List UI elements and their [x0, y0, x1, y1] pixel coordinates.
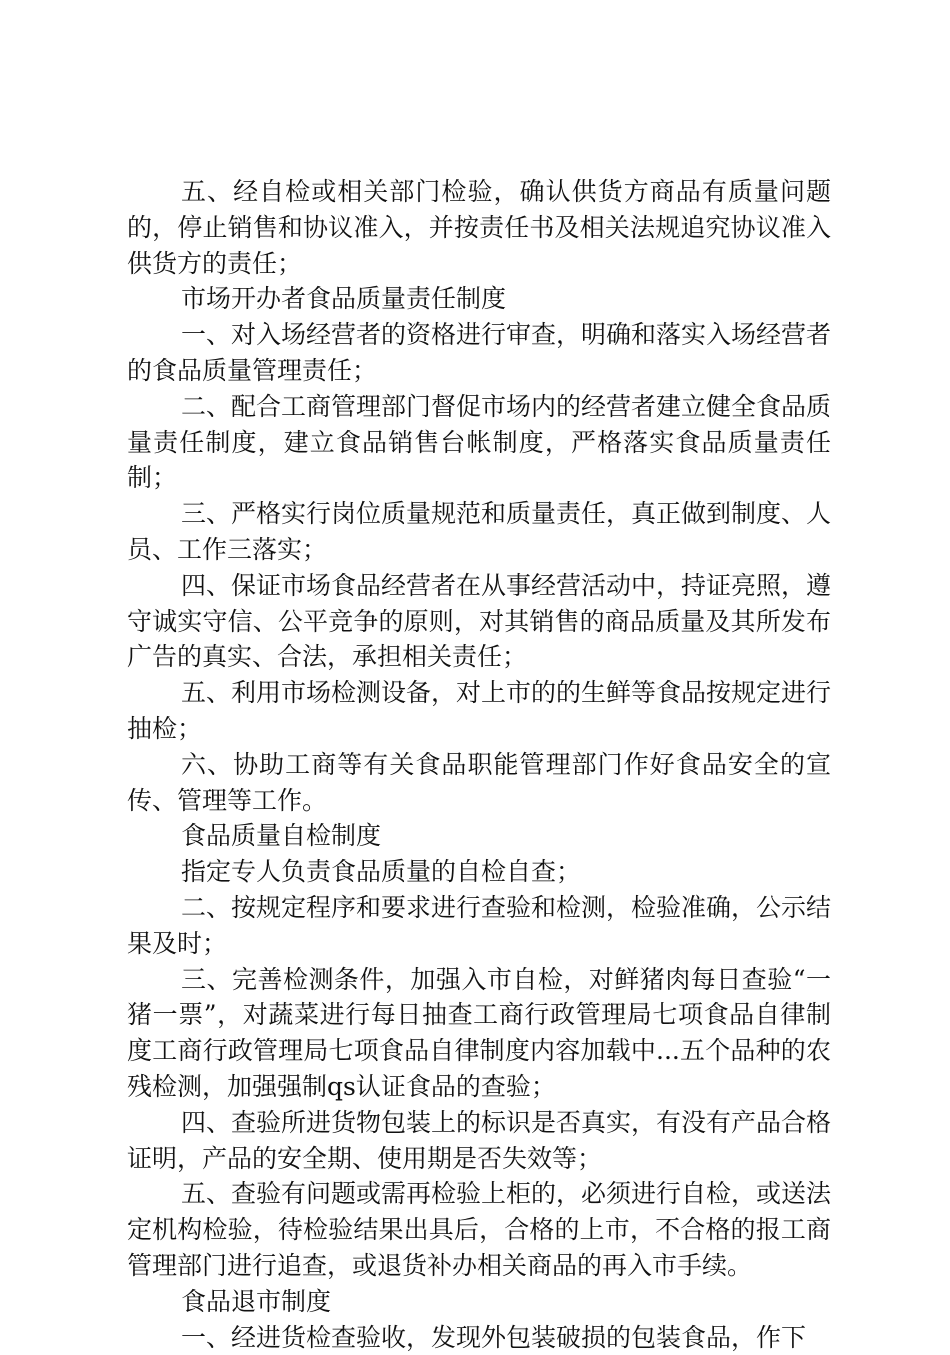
paragraph-supplier-liability: 五、经自检或相关部门检验，确认供货方商品有质量问题的，停止销售和协议准入，并按责任书及相关法规追究协议准入供货方的责任；: [127, 174, 831, 281]
paragraph-label-check: 四、查验所进货物包装上的标识是否真实，有没有产品合格证明，产品的安全期、使用期是否失效等；: [127, 1105, 831, 1177]
paragraph-designated-person: 指定专人负责食品质量的自检自查；: [127, 854, 831, 890]
paragraph-license-display: 四、保证市场食品经营者在从事经营活动中，持证亮照，遵守诚实守信、公平竞争的原则，对其销售的商品质量及其所发布广告的真实、合法，承担相关责任；: [127, 568, 831, 675]
section-heading-self-inspection: 食品质量自检制度: [127, 818, 831, 854]
document-body: [127, 174, 831, 1355]
paragraph-testing-conditions: 三、完善检测条件，加强入市自检，对鲜猪肉每日查验“一猪一票”，对蔬菜进行每日抽查工商行政管理局七项食品自律制度工商行政管理局七项食品自律制度内容加载中...五个品种的农残检测，加强强制qs认证食品的查验；: [127, 962, 831, 1105]
paragraph-cooperate-management: 二、配合工商管理部门督促市场内的经营者建立健全食品质量责任制度，建立食品销售台帐制度，严格落实食品质量责任制；: [127, 389, 831, 496]
paragraph-post-responsibility: 三、严格实行岗位质量规范和质量责任，真正做到制度、人员、工作三落实；: [127, 496, 831, 568]
paragraph-qualification-review: 一、对入场经营者的资格进行审查，明确和落实入场经营者的食品质量管理责任；: [127, 317, 831, 389]
paragraph-assist-publicity: 六、协助工商等有关食品职能管理部门作好食品安全的宣传、管理等工作。: [127, 747, 831, 819]
paragraph-recheck: 五、查验有问题或需再检验上柜的，必须进行自检，或送法定机构检验，待检验结果出具后，合格的上市，不合格的报工商管理部门进行追查，或退货补办相关商品的再入市手续。: [127, 1176, 831, 1283]
paragraph-inspection-procedure: 二、按规定程序和要求进行查验和检测，检验准确，公示结果及时；: [127, 890, 831, 962]
section-heading-food-recall: 食品退市制度: [127, 1284, 831, 1320]
section-heading-market-organizer: 市场开办者食品质量责任制度: [127, 281, 831, 317]
paragraph-spot-check: 五、利用市场检测设备，对上市的的生鲜等食品按规定进行抽检；: [127, 675, 831, 747]
paragraph-damaged-packaging: 一、经进货检查验收，发现外包装破损的包装食品，作下: [127, 1320, 831, 1355]
